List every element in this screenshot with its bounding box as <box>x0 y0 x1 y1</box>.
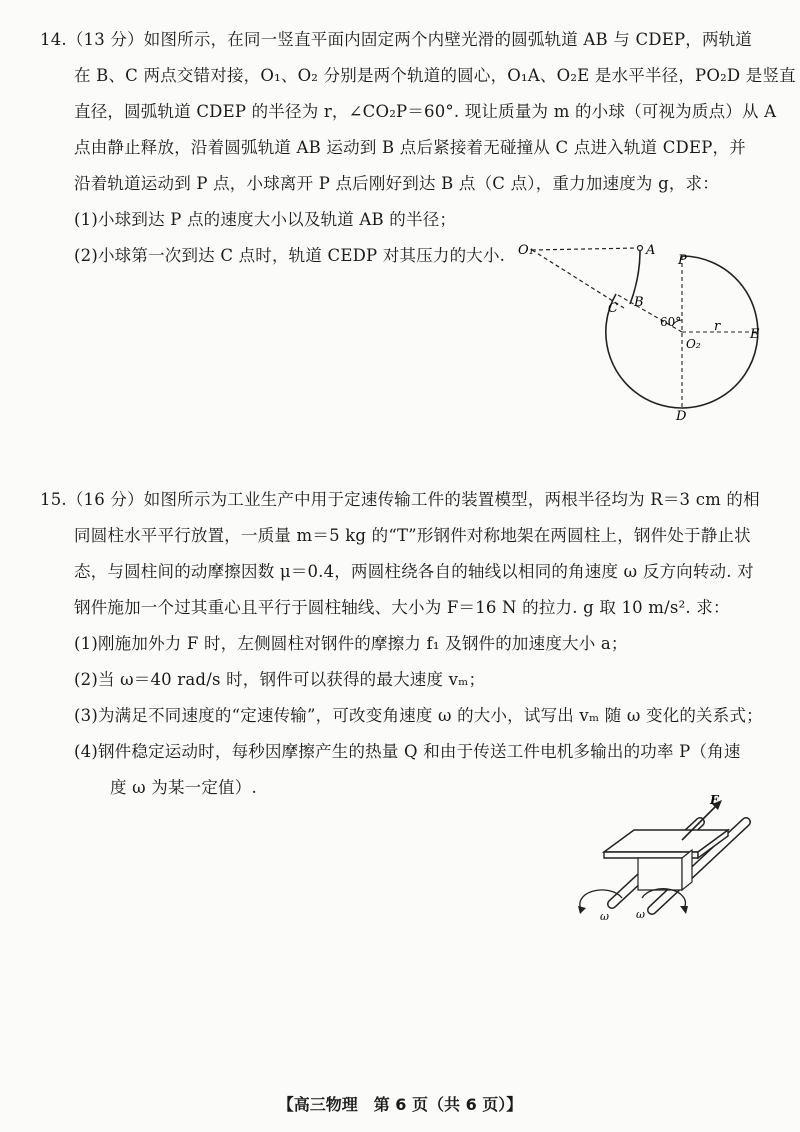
q15-sub-4-cont: 度 ω 为某一定值）. <box>110 778 257 797</box>
o1c-line <box>532 250 624 308</box>
question-15 <box>40 482 763 806</box>
q14-line-3: 直径，圆弧轨道 CDEP 的半径为 r，∠CO₂P＝60°. 现让质量为 m 的小球（可视为质点）从 A <box>74 102 777 121</box>
label-c: C <box>608 301 618 316</box>
q15-conveyor-diagram <box>552 792 772 922</box>
label-f: F <box>710 793 719 807</box>
q14-line-4: 点由静止释放，沿着圆弧轨道 AB 运动到 B 点后紧接着无碰撞从 C 点进入轨道 CDEP，并 <box>74 138 746 157</box>
q14-sub-1: (1)小球到达 P 点的速度大小以及轨道 AB 的半径； <box>74 210 457 229</box>
q15-line-4: 钢件施加一个过其重心且平行于圆柱轴线、大小为 F＝16 N 的拉力. g 取 10 m/s². 求： <box>74 598 730 617</box>
label-omega-1: ω <box>600 910 609 922</box>
label-p: P <box>678 253 687 268</box>
label-omega-2: ω <box>636 908 645 921</box>
label-o1: O₁ <box>518 243 534 258</box>
label-r: r <box>714 319 721 334</box>
q15-sub-2: (2)当 ω＝40 rad/s 时，钢件可以获得的最大速度 vₘ； <box>74 670 486 689</box>
label-o2: O₂ <box>686 337 701 351</box>
label-angle: 60° <box>660 315 682 329</box>
label-d: D <box>676 409 687 420</box>
q15-sub-1: (1)刚施加外力 F 时，左侧圆柱对钢件的摩擦力 f₁ 及钢件的加速度大小 a； <box>74 634 628 653</box>
steel-web <box>638 858 682 890</box>
q15-line-2: 同圆柱水平平行放置，一质量 m＝5 kg 的“T”形钢件对称地架在两圆柱上，钢件处于静止状 <box>74 526 751 545</box>
page-footer: 【高三物理 第 6 页（共 6 页）】 <box>277 1095 523 1114</box>
q14-line-1: 14.（13 分）如图所示，在同一竖直平面内固定两个内壁光滑的圆弧轨道 AB 与 CDEP，两轨道 <box>40 30 753 49</box>
q14-line-2: 在 B、C 两点交错对接，O₁、O₂ 分别是两个轨道的圆心，O₁A、O₂E 是水平半径，PO₂D 是竖直 <box>74 66 796 85</box>
question-14 <box>40 22 796 274</box>
point-a-marker <box>638 246 643 251</box>
q15-sub-3: (3)为满足不同速度的“定速传输”，可改变角速度 ω 的大小，试写出 vₘ 随 ω 变化的关系式； <box>74 706 763 725</box>
q15-sub-4: (4)钢件稳定运动时，每秒因摩擦产生的热量 Q 和由于传送工件电机多输出的功率 P（角速 <box>74 742 741 761</box>
q15-line-3: 态，与圆柱间的动摩擦因数 μ＝0.4，两圆柱绕各自的轴线以相同的角速度 ω 反方向转动. 对 <box>74 562 754 581</box>
label-b: B <box>634 295 644 310</box>
o1a-radius <box>532 248 638 250</box>
q14-line-5: 沿着轨道运动到 P 点，小球离开 P 点后刚好到达 B 点（C 点），重力加速度为 g，求： <box>74 174 719 193</box>
label-a: A <box>646 243 656 258</box>
q14-track-diagram <box>514 240 764 420</box>
q14-sub-2: (2)小球第一次到达 C 点时，轨道 CEDP 对其压力的大小. <box>74 246 506 265</box>
q15-line-1: 15.（16 分）如图所示为工业生产中用于定速传输工件的装置模型，两根半径均为 R＝3 cm 的相 <box>40 490 760 509</box>
label-e: E <box>750 327 760 342</box>
